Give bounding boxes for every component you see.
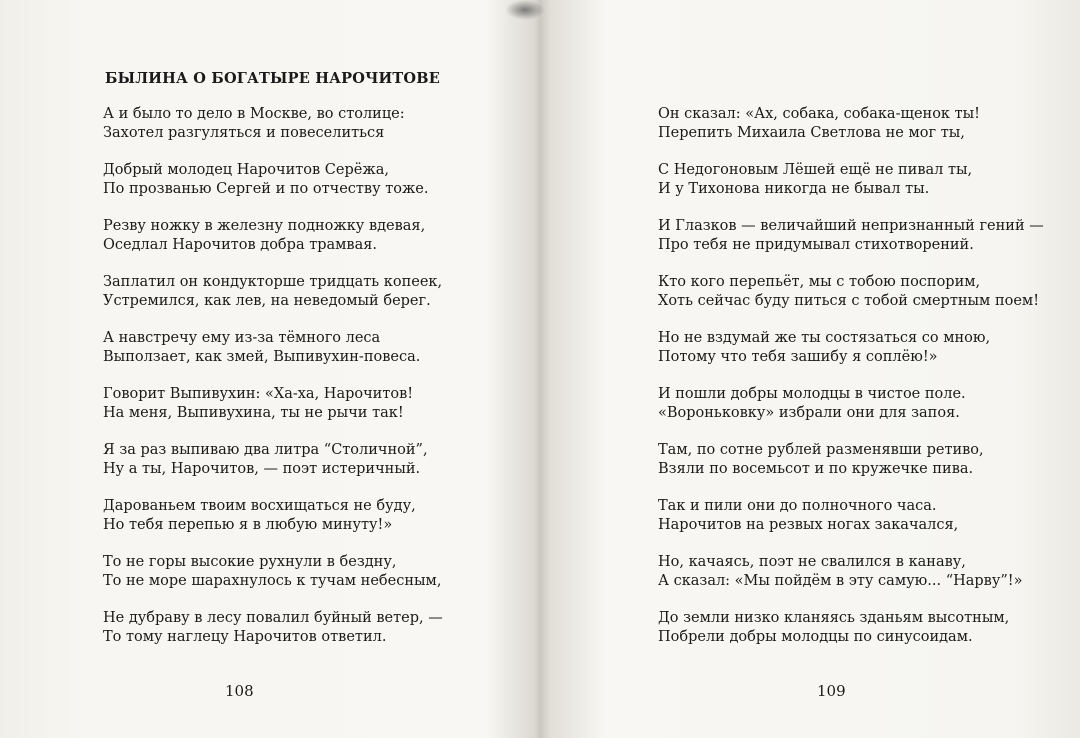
stanza	[658, 441, 1044, 479]
stanza	[103, 329, 443, 367]
left-poem	[103, 105, 443, 665]
poem-line: А навстречу ему из-за тёмного леса	[103, 330, 381, 346]
stanza	[658, 553, 1044, 591]
poem-line: Про тебя не придумывал стихотворений.	[658, 237, 974, 253]
right-poem	[658, 105, 1044, 665]
poem-line: Я за раз выпиваю два литра “Столичной”,	[103, 442, 428, 458]
page-number: 109	[817, 682, 846, 700]
left-page	[0, 0, 535, 738]
poem-line: Дарованьем твоим восхищаться не буду,	[103, 498, 416, 514]
stanza	[103, 553, 443, 591]
poem-title: БЫЛИНА О БОГАТЫРЕ НАРОЧИТОВЕ	[105, 70, 440, 87]
stanza	[658, 329, 1044, 367]
poem-line: На меня, Выпивухина, ты не рычи так!	[103, 405, 404, 421]
poem-line: Но тебя перепью я в любую минуту!»	[103, 517, 393, 533]
poem-line: Побрели добры молодцы по синусоидам.	[658, 629, 973, 645]
right-page	[540, 0, 1080, 738]
stanza	[103, 385, 443, 423]
stanza	[103, 441, 443, 479]
stanza	[658, 609, 1044, 647]
poem-line: А и было то дело в Москве, во столице:	[103, 106, 405, 122]
poem-line: Заплатил он кондукторше тридцать копеек,	[103, 274, 443, 290]
poem-line: Так и пили они до полночного часа.	[658, 498, 937, 514]
poem-line: Он сказал: «Ах, собака, собака-щенок ты!	[658, 106, 980, 122]
page-number: 108	[225, 682, 254, 700]
poem-line: Ну а ты, Нарочитов, — поэт истеричный.	[103, 461, 421, 477]
stanza	[658, 385, 1044, 423]
stanza	[103, 497, 443, 535]
poem-line: «Вороньковку» избрали они для запоя.	[658, 405, 960, 421]
stanza	[658, 161, 1044, 199]
stanza	[103, 161, 443, 199]
poem-line: Перепить Михаила Светлова не мог ты,	[658, 125, 965, 141]
poem-line: Захотел разгуляться и повеселиться	[103, 125, 385, 141]
poem-line: До земли низко кланяясь зданьям высотным,	[658, 610, 1010, 626]
poem-line: По прозванью Сергей и по отчеству тоже.	[103, 181, 429, 197]
poem-line: Не дубраву в лесу повалил буйный ветер, —	[103, 610, 443, 626]
poem-line: То не море шарахнулось к тучам небесным,	[103, 573, 442, 589]
poem-line: С Недогоновым Лёшей ещё не пивал ты,	[658, 162, 973, 178]
stanza	[658, 217, 1044, 255]
stanza	[103, 217, 443, 255]
poem-line: И пошли добры молодцы в чистое поле.	[658, 386, 966, 402]
poem-line: Там, по сотне рублей разменявши ретиво,	[658, 442, 984, 458]
stanza	[658, 273, 1044, 311]
poem-line: Добрый молодец Нарочитов Серёжа,	[103, 162, 389, 178]
poem-line: И Глазков — величайший непризнанный гений —	[658, 218, 1044, 234]
poem-line: Нарочитов на резвых ногах закачался,	[658, 517, 959, 533]
poem-line: Устремился, как лев, на неведомый берег.	[103, 293, 431, 309]
poem-line: Оседлал Нарочитов добра трамвая.	[103, 237, 377, 253]
poem-line: И у Тихонова никогда не бывал ты.	[658, 181, 930, 197]
poem-line: А сказал: «Мы пойдём в эту самую... “Нарву”!»	[658, 573, 1023, 589]
stanza	[658, 497, 1044, 535]
poem-line: То не горы высокие рухнули в бездну,	[103, 554, 397, 570]
poem-line: Потому что тебя зашибу я соплёю!»	[658, 349, 938, 365]
stanza	[103, 105, 443, 143]
poem-line: Но, качаясь, поэт не свалился в канаву,	[658, 554, 966, 570]
stanza	[103, 609, 443, 647]
poem-line: То тому наглецу Нарочитов ответил.	[103, 629, 387, 645]
stanza	[103, 273, 443, 311]
poem-line: Говорит Выпивухин: «Ха-ха, Нарочитов!	[103, 386, 414, 402]
poem-line: Но не вздумай же ты состязаться со мною,	[658, 330, 991, 346]
stanza	[658, 105, 1044, 143]
poem-line: Взяли по восемьсот и по кружечке пива.	[658, 461, 974, 477]
poem-line: Выползает, как змей, Выпивухин-повеса.	[103, 349, 421, 365]
poem-line: Хоть сейчас буду питься с тобой смертным поем!	[658, 293, 1040, 309]
poem-line: Резву ножку в железну подножку вдевая,	[103, 218, 426, 234]
poem-line: Кто кого перепьёт, мы с тобою поспорим,	[658, 274, 981, 290]
